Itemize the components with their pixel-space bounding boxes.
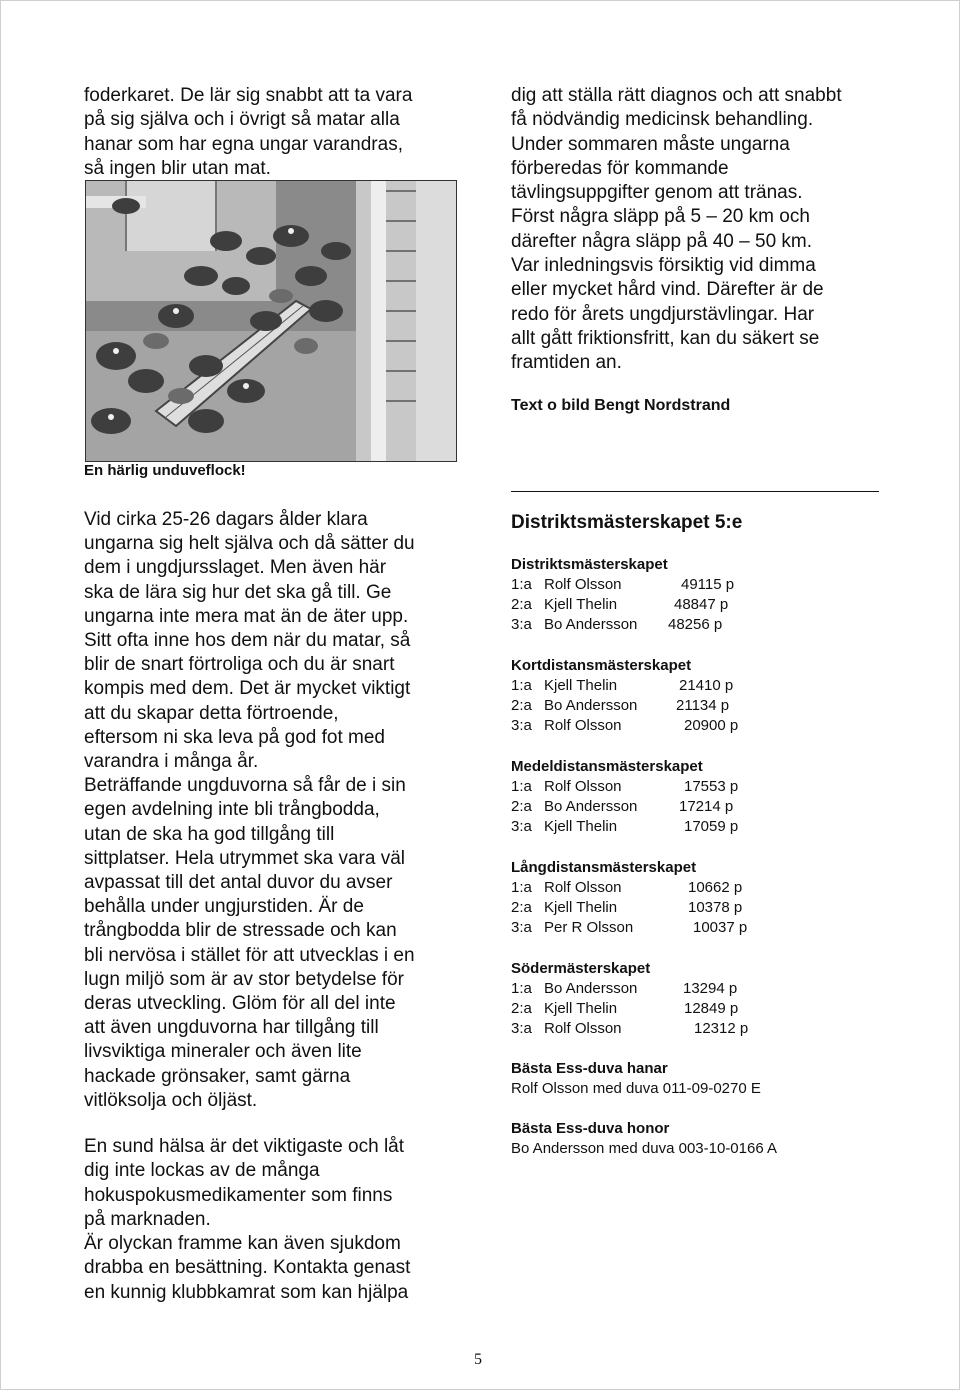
rank: 2:a (511, 798, 532, 816)
result-row (511, 716, 891, 736)
text-line: att även ungduvorna har tillgång till (84, 1017, 379, 1039)
rank: 1:a (511, 879, 532, 896)
paragraph-left-main (84, 508, 464, 1113)
paragraph-left-top (84, 84, 464, 181)
points: 48256 p (668, 616, 723, 634)
text-line: eller mycket hård vind. Därefter är de (511, 279, 824, 301)
text-line: hanar som har egna ungar varandras, (84, 133, 403, 155)
text-line: en kunnig klubbkamrat som kan hjälpa (84, 1281, 409, 1303)
text-line: Under sommaren måste ungarna (511, 133, 790, 155)
section-heading: Distriktsmästerskapet (511, 556, 668, 573)
rank: 3:a (511, 919, 532, 937)
text-line: bli nervösa i stället för att utvecklas i en (84, 944, 415, 966)
text-line: Först några släpp på 5 – 20 km och (511, 206, 810, 228)
text-line: egen avdelning inte bli trångbodda, (84, 799, 380, 821)
results-section-long-distance (511, 858, 891, 939)
fancier-name: Rolf Olsson (544, 717, 622, 735)
section-divider (511, 491, 879, 492)
text-line: En sund hälsa är det viktigaste och låt (84, 1136, 405, 1157)
text-line: Var inledningsvis försiktig vid dimma (511, 255, 816, 277)
points: 12849 p (684, 1000, 739, 1018)
results-title: Distriktsmästerskapet 5:e (511, 512, 743, 533)
result-row (511, 797, 891, 817)
text-line: på marknaden. (84, 1208, 211, 1230)
results-section-south (511, 959, 891, 1040)
fancier-name: Rolf Olsson (544, 576, 622, 593)
text-line: därefter några släpp på 40 – 50 km. (511, 230, 813, 252)
rank: 3:a (511, 1020, 532, 1038)
section-heading: Långdistansmästerskapet (511, 859, 697, 876)
fancier-name: Bo Andersson (544, 697, 638, 715)
text-line: redo för årets ungdjurstävlingar. Har (511, 303, 815, 325)
rank: 2:a (511, 596, 532, 614)
points: 21134 p (676, 697, 730, 715)
rank: 2:a (511, 1000, 532, 1018)
result-row (511, 817, 891, 837)
best-cock-text: Rolf Olsson med duva 011-09-0270 E (511, 1080, 761, 1097)
rank: 2:a (511, 899, 532, 917)
author-credit: Text o bild Bengt Nordstrand (511, 397, 731, 414)
result-row (511, 898, 891, 918)
text-line: behålla under ungjurstiden. Är de (84, 896, 364, 918)
text-line: framtiden an. (511, 352, 622, 374)
fancier-name: Bo Andersson (544, 980, 638, 997)
results-section-short-distance (511, 656, 891, 737)
points: 20900 p (684, 717, 739, 735)
text-line: dig inte lockas av de många (84, 1160, 320, 1182)
fancier-name: Per R Olsson (544, 919, 634, 937)
points: 21410 p (679, 677, 734, 694)
text-line: varandra i många år. (84, 751, 259, 773)
points: 10378 p (688, 899, 743, 917)
rank: 3:a (511, 717, 532, 735)
section-heading: Södermästerskapet (511, 960, 651, 977)
result-row (511, 878, 891, 898)
fancier-name: Rolf Olsson (544, 778, 622, 795)
text-line: lugn miljö som är av stor betydelse för (84, 968, 404, 990)
text-line: dem i ungdjursslaget. Men även här (84, 557, 387, 579)
page-number: 5 (474, 1351, 482, 1368)
rank: 1:a (511, 778, 532, 795)
fancier-name: Kjell Thelin (544, 818, 618, 836)
text-line: hokuspokusmedikamenter som finns (84, 1184, 393, 1206)
points: 49115 p (681, 576, 735, 593)
fancier-name: Rolf Olsson (544, 879, 622, 896)
text-line: på sig själva och i övrigt så matar alla (84, 109, 400, 131)
section-heading: Bästa Ess-duva hanar (511, 1060, 668, 1077)
rank: 1:a (511, 576, 532, 593)
text-line: foderkaret. De lär sig snabbt att ta vara (84, 85, 413, 106)
best-cock-section (511, 1059, 891, 1099)
points: 13294 p (683, 980, 738, 997)
result-row (511, 676, 891, 696)
section-heading: Medeldistansmästerskapet (511, 758, 703, 775)
fancier-name: Kjell Thelin (544, 1000, 618, 1018)
result-row (511, 777, 891, 797)
text-line: blir de snart förtroliga och du är snart (84, 654, 395, 676)
rank: 1:a (511, 677, 532, 694)
section-heading: Kortdistansmästerskapet (511, 657, 692, 674)
result-row (511, 1019, 891, 1039)
text-line: hackade grönsaker, samt gärna (84, 1065, 351, 1087)
text-line: Beträffande ungduvorna så får de i sin (84, 775, 406, 797)
text-line: eftersom ni ska leva på god fot med (84, 726, 385, 748)
text-line: dig att ställa rätt diagnos och att snabbt (511, 85, 842, 106)
best-hen-text: Bo Andersson med duva 003-10-0166 A (511, 1140, 778, 1157)
paragraph-right-top (511, 84, 891, 376)
pigeon-loft-photo (85, 180, 457, 462)
text-line: trångbodda blir de stressade och kan (84, 920, 397, 942)
photo-caption: En härlig unduveflock! (84, 462, 246, 479)
text-line: ungarna sig helt själva och då sätter du (84, 533, 415, 555)
text-line: få nödvändig medicinsk behandling. (511, 109, 814, 131)
paragraph-left-bottom (84, 1135, 464, 1305)
results-section-middle-distance (511, 757, 891, 838)
text-line: vitlöksolja och öljäst. (84, 1089, 258, 1111)
points: 10037 p (693, 919, 748, 937)
text-line: livsviktiga mineraler och även lite (84, 1041, 362, 1063)
best-hen-section (511, 1119, 891, 1159)
text-line: förberedas för kommande (511, 157, 729, 179)
rank: 3:a (511, 616, 532, 634)
text-line: ska de lära sig hur det ska gå till. Ge (84, 581, 392, 603)
text-line: Vid cirka 25-26 dagars ålder klara (84, 509, 368, 530)
text-line: utan de ska ha god tillgång till (84, 823, 335, 845)
points: 12312 p (694, 1020, 749, 1038)
points: 10662 p (688, 879, 743, 896)
section-heading: Bästa Ess-duva honor (511, 1120, 670, 1137)
text-line: tävlingsuppgifter genom att tränas. (511, 182, 803, 204)
points: 17059 p (684, 818, 739, 836)
fancier-name: Kjell Thelin (544, 677, 618, 694)
result-row (511, 575, 891, 595)
points: 17553 p (684, 778, 739, 795)
fancier-name: Bo Andersson (544, 798, 638, 816)
result-row (511, 918, 891, 938)
fancier-name: Bo Andersson (544, 616, 638, 634)
fancier-name: Kjell Thelin (544, 596, 618, 614)
result-row (511, 696, 891, 716)
text-line: så ingen blir utan mat. (84, 157, 271, 179)
text-line: deras utveckling. Glöm för all del inte (84, 993, 396, 1015)
text-line: Sitt ofta inne hos dem när du matar, så (84, 630, 411, 652)
text-line: sittplatser. Hela utrymmet ska vara väl (84, 847, 405, 869)
text-line: drabba en besättning. Kontakta genast (84, 1257, 411, 1279)
rank: 3:a (511, 818, 532, 836)
text-line: kompis med dem. Det är mycket viktigt (84, 678, 411, 700)
text-line: allt gått friktionsfritt, kan du säkert se (511, 327, 820, 349)
fancier-name: Kjell Thelin (544, 899, 618, 917)
points: 48847 p (674, 596, 729, 614)
text-line: ungarna inte mera mat än de äter upp. (84, 605, 409, 627)
text-line: avpassat till det antal duvor du avser (84, 872, 393, 894)
points: 17214 p (679, 798, 734, 816)
fancier-name: Rolf Olsson (544, 1020, 622, 1038)
rank: 1:a (511, 980, 532, 997)
result-row (511, 999, 891, 1019)
result-row (511, 979, 891, 999)
text-line: Är olyckan framme kan även sjukdom (84, 1233, 401, 1255)
rank: 2:a (511, 697, 532, 715)
results-section-district (511, 555, 891, 636)
result-row (511, 615, 891, 635)
result-row (511, 595, 891, 615)
text-line: att du skapar detta förtroende, (84, 702, 339, 724)
